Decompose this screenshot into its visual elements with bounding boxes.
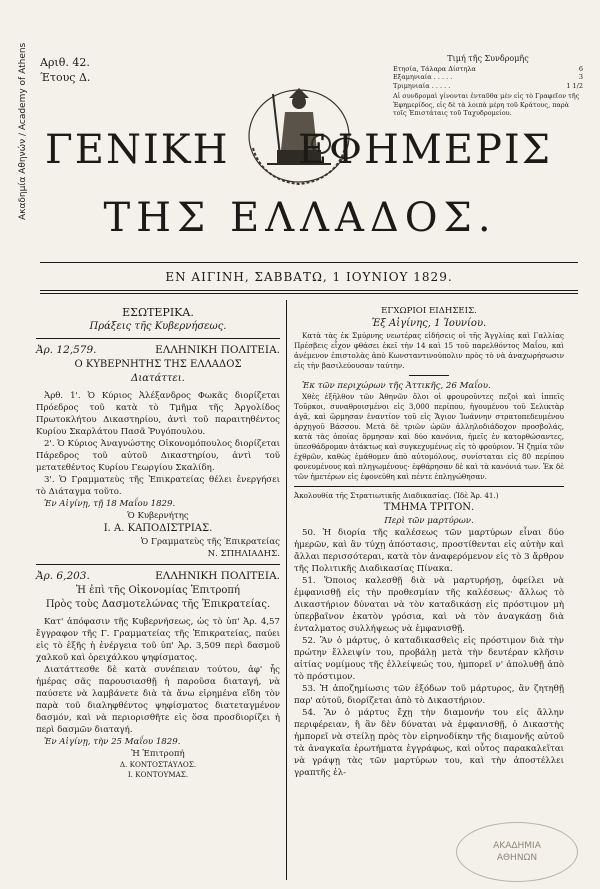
decree-article: 3'. Ὁ Γραμματεὺς τῆς Ἐπικρατείας θέλει ἐνεργήσει τὸ Διάταγμα τοῦτο. xyxy=(36,475,280,497)
decree-number: Ἀρ. 12,579. xyxy=(36,344,97,356)
law-article: 51. Ὅποιος καλεσθῇ διὰ νὰ μαρτυρήσῃ, ὀφείλει νὰ ἐμφανισθῇ εἰς τὴν προθεσμίαν τῆς καλέσεως· ἄλλως τὸ Δικαστήριον δύναται νὰ τὸν καταδικάσῃ εἰς πρόστιμον μὴ ὑπερβαῖνον ἑκατὸν γρόσια, καὶ νὰ τὸν ἀναγκάσῃ διὰ ἐνταλματος συλλήψεως νὰ ἐμφανισθῇ. xyxy=(294,576,564,634)
subscription-row xyxy=(393,73,583,82)
left-column xyxy=(36,305,280,780)
decree-heading: ΕΛΛΗΝΙΚΗ ΠΟΛΙΤΕΙΑ. xyxy=(155,570,280,582)
stamp-line: ΑΚΑΔΗΜΙΑ xyxy=(493,841,541,851)
subscription-value: 6 xyxy=(578,64,583,73)
news-place-date: Ἐξ Αἰγίνης, 1 Ἰουνίου. xyxy=(371,318,487,329)
subscription-label: Τριμηνιαία . . . . . xyxy=(393,81,451,90)
part-subheading: Περὶ τῶν μαρτύρων. xyxy=(384,516,474,526)
side-credit: Ακαδημία Αθηνών / Academy of Athens xyxy=(18,42,28,220)
subscription-title: Τιμή τῆς Συνδρομῆς xyxy=(447,54,529,63)
divider xyxy=(40,290,578,291)
decree-verb: Διατάττει. xyxy=(131,373,185,384)
subscription-box xyxy=(393,55,583,118)
decree-article: 2'. Ὁ Κύριος Ἀναγνώστης Οἰκονομόπουλος διορίζεται Πάρεδρος τοῦ αὐτοῦ Δικαστηρίου, ἀντὶ τοῦ μετατεθέντος Κυρίου Γεωργίου Σκαλίδη. xyxy=(36,439,280,473)
decree-body: Κατ' ἀπόφασιν τῆς Κυβερνήσεως, ὡς τὸ ὑπ' Ἀρ. 4,57 ἔγγραφον τῆς Γ. Γραμματείας τῆς Ἐπικρατείας, παύει εἰς τὸ ἑξῆς ἡ ἐνέργεια τοῦ ὑπ' Ἀρ. 3,509 περὶ δασμοῦ χαλκοῦ καὶ ὀρειχάλκου ψηφίσματος. xyxy=(36,617,280,663)
masthead-line1 xyxy=(0,128,600,172)
section-title: ΕΣΩΤΕΡΙΚΑ. xyxy=(122,306,194,319)
divider xyxy=(36,338,280,339)
section-subtitle: Πράξεις τῆς Κυβερνήσεως. xyxy=(89,321,227,332)
signer-name: Δ. ΚΟΝΤΟΣΤΑΥΛΟΣ. xyxy=(119,760,197,769)
issue-number: Αριθ. 42. xyxy=(40,56,90,69)
law-article: 54. Ἂν ὁ μάρτυς ἔχῃ τὴν διαμονήν του εἰς ἄλλην περιφέρειαν, ἢ ἂν δὲν δύναται νὰ ἐμφανισθῇ, ὁ Δικαστὴς ἠμπορεῖ νὰ στείλῃ πρὸς τὸν εἰρηνοδίκην τῆς διαμονῆς αὐτοῦ τὰ ἀναγκαῖα ἐρωτήματα ἐγγράφως, καὶ οὗτος παρακαλεῖται νὰ γράψῃ τὰς τῶν μαρτύρων του, καὶ τὴν ἀποστέλλει γραπτῆς ἐλ- xyxy=(294,708,564,778)
signer-title: Ἡ Ἐπιτροπή xyxy=(131,749,185,759)
signer-name: Ι. Α. ΚΑΠΟΔΙΣΤΡΙΑΣ. xyxy=(103,523,213,534)
issue-info xyxy=(40,55,90,85)
subscription-label: Ετησία, Τάλαρα Δίστηλα xyxy=(393,64,476,73)
decree-authority: Ἡ ἐπὶ τῆς Οἰκονομίας Ἐπιτροπή xyxy=(76,585,240,596)
divider xyxy=(40,262,578,263)
decree-addressee: Πρὸς τοὺς Δασμοτελώνας τῆς Ἐπικρατείας. xyxy=(45,599,271,610)
decree-article: Ἀρθ. 1'. Ὁ Κύριος Ἀλέξανδρος Φωκᾶς διορίζεται Πρόεδρος τοῦ κατὰ τὸ Τμῆμα τῆς Ἀργολίδος Πρωτοκλήτου Δικαστηρίου, ἀντὶ τοῦ παραιτηθέντος Κυρίου Σκαρλάτου Πασᾶ Ῥυγόπουλου. xyxy=(36,391,280,437)
stamp-line: ΑΘΗΝΩΝ xyxy=(496,853,538,863)
subscription-row xyxy=(393,82,583,91)
decree-number: Ἀρ. 6,203. xyxy=(36,570,90,582)
countersign-title: Ὁ Γραμματεὺς τῆς Ἐπικρατείας xyxy=(140,537,280,547)
decree-date: Ἐν Αἰγίνῃ, τὴν 25 Μαΐου 1829. xyxy=(44,737,181,747)
decree-body: Διατάττεσθε δὲ κατὰ συνέπειαν τούτου, ἀφ' ἧς ἡμέρας σᾶς παρουσιασθῇ ἡ παροῦσα διαταγή, νὰ παύσετε νὰ λαμβάνετε διὰ τὰ ἄνω εἰρημένα εἴδη τὸν παρὰ τοῦ διαληφθέντος ψηφίσματος διατεταγμένον δασμόν, καὶ νὰ περιορισθῆτε εἰς ὅσα προσδιορίζει ἡ περὶ δασμῶν διαταγή. xyxy=(36,665,280,735)
news-item: Κατὰ τὰς ἐκ Σμύρνης νεωτέρας εἰδήσεις οἱ τῆς Ἀγγλίας καὶ Γαλλίας Πρέσβεις εἶχον φθάσει ἐκεῖ τὴν 14 καὶ 15 τοῦ παρελθόντος Μαΐου, καὶ ἀνέμενον ἐπιστολὰς ἀπὸ Κωνσταντινούπολιν πρὸς τὸ νὰ ἀναχωρήσωσιν εἰς τὴν βασιλεύουσαν ταύτην. xyxy=(294,331,564,370)
decree-header xyxy=(36,343,280,358)
signer-title: Ὁ Κυβερνήτης xyxy=(127,511,189,521)
decree-header xyxy=(36,569,280,584)
subscription-row xyxy=(393,65,583,74)
issue-year: Έτους Δ. xyxy=(40,71,91,84)
decree-authority: Ο ΚΥΒΕΡΝΗΤΗΣ ΤΗΣ ΕΛΛΑΔΟΣ xyxy=(74,359,242,370)
masthead-word1: ΓΕΝΙΚΗ xyxy=(45,127,230,173)
law-article: 50. Ἡ διορία τῆς καλέσεως τῶν μαρτύρων εἶναι δύο ἡμερῶν, καὶ ἂν τύχῃ ἀπόστασις, προστίθενται εἰς αὐτὴν καὶ ἄλλαι περισσότεραι, κατὰ τὸν ἀναφερόμενον εἰς τὸ 3 ἄρθρον τῆς Πολιτικῆς Διαδικασίας Πίνακα. xyxy=(294,528,564,574)
news-heading: Ἐκ τῶν περιχώρων τῆς Ἀττικῆς, 26 Μαΐου. xyxy=(302,381,491,391)
countersign-name: Ν. ΣΠΗΛΙΑΔΗΣ. xyxy=(207,549,280,559)
masthead-line2: ΤΗΣ ΕΛΛΑΔΟΣ. xyxy=(103,195,497,241)
subscription-value: 1 1/2 xyxy=(566,81,583,90)
section-title: ΕΓΧΩΡΙΟΙ ΕΙΔΗΣΕΙΣ. xyxy=(381,306,477,316)
masthead-word2: ΕΦΗΜΕΡΙΣ xyxy=(297,127,552,173)
law-article: 52. Ἂν ὁ μάρτυς, ὁ καταδικασθεὶς εἰς πρόστιμον διὰ τὴν πρώτην ἔλλειψίν του, προβάλῃ μετὰ τὴν δευτέραν κλῆσιν αἰτίας νομίμους τῆς ἐλλείψεώς του, ἠμπορεῖ ν' ἀπολυθῇ ἀπὸ τὸ πρόστιμον. xyxy=(294,636,564,682)
decree-heading: ΕΛΛΗΝΙΚΗ ΠΟΛΙΤΕΙΑ. xyxy=(155,344,280,356)
subscription-value: 3 xyxy=(578,73,583,81)
divider xyxy=(40,293,578,294)
subscription-note: Αἱ συνδρομαὶ γίνονται ἐνταῦθα μὲν εἰς τὸ Γραφεῖον τῆς Ἐφημερίδος, εἰς δὲ τὰ λοιπὰ μέρη τοῦ Κράτους, παρὰ τοῖς Ἐπιστάταις τοῦ Ταχυδρομείου. xyxy=(393,92,580,117)
signer-name: Ι. ΚΟΝΤΟΥΜΑΣ. xyxy=(127,770,189,779)
divider xyxy=(294,486,564,487)
part-heading: ΤΜΗΜΑ ΤΡΙΤΟΝ. xyxy=(383,502,475,513)
divider xyxy=(36,564,280,565)
library-stamp xyxy=(456,822,578,882)
subscription-label: Εξαμηνιαία . . . . . xyxy=(393,73,453,81)
dateline: ΕΝ ΑΙΓΙΝΗ, ΣΑΒΒΑΤΩ, 1 ΙΟΥΝΙΟΥ 1829. xyxy=(165,270,453,284)
divider xyxy=(409,375,449,376)
law-article: 53. Ἡ ἀποζημίωσις τῶν ἐξόδων τοῦ μάρτυρος, ἂν ζητηθῇ παρ' αὐτοῦ, διορίζεται ἀπὸ τὸ Δικαστήριον. xyxy=(294,684,564,706)
news-item: Χθὲς ἐξῆλθον τῶν Ἀθηνῶν ὅλοι οἱ φρουροῦντες πεζοὶ καὶ ἱππεῖς Τοῦρκοι, συναθροισμένοι εἰς 3,000 περίπου, ἠγουμένου τοῦ Σελικτὰρ ἀγᾶ, καὶ ὥρμησαν ἐναντίον τοῦ εἰς Ἅγιον Ἰωάννην στρατοπεδευμένου ἀρχηγοῦ Βάσσου. Μετὰ δὲ τριῶν ὡρῶν ἀλληλοδιάδοχον προσβολάς, κατὰ τὰς ὁποίας ὅρμησαν καὶ δύο κανόνια, ἠμεῖς ἐν κατορθώσαντες, ὑπεσθάδρομαν ἀτάκτως καὶ συγκεχυμένως εἰς τὸ φρούριον. Ἡ ζημία τῶν ἐχθρῶν, καθὼς ἐμάθομεν ἀπὸ αὐτομόλους, συνίσταται εἰς 80 περίπου φονευμένους καὶ πληγωμένους· ἐφθάρησαν δὲ καὶ τὰ κανόνιά των. Ἐκ δὲ τῶν ἡμετέρων εἰς ἐφονεύθη καὶ πέντε ἐπληγώθησαν. xyxy=(294,392,564,481)
column-divider xyxy=(286,300,287,880)
decree-date: Ἐν Αἰγίνῃ, τῇ 18 Μαΐου 1829. xyxy=(44,499,176,509)
sequel-note: Ἀκολουθία τῆς Στρατιωτικῆς Διαδικασίας. (Ἰδὲ Ἀρ. 41.) xyxy=(294,491,499,500)
right-column xyxy=(294,305,564,779)
